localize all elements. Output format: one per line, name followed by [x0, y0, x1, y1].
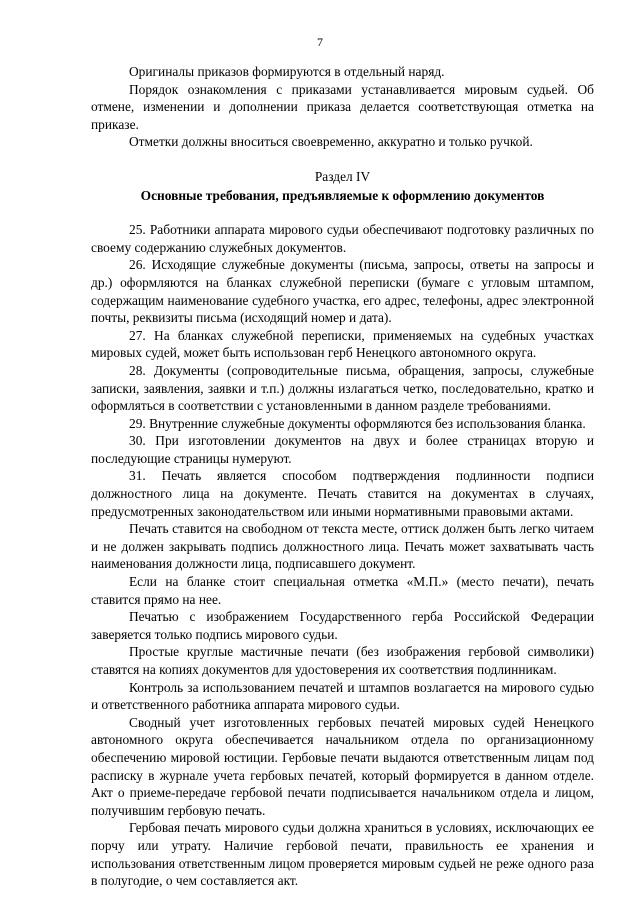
paragraph-30: 30. При изготовлении документов на двух и более страницах вторую и последующие страницы нумеруют. — [91, 433, 594, 466]
paragraph-28: 28. Документы (сопроводительные письма, обращения, запросы, служебные записки, заявления, заявки и т.п.) должны излагаться четко, последовательно, кратко и оформляться в соответствии с установленными в данном разделе требованиями. — [91, 362, 594, 414]
intro-paragraph: Порядок ознакомления с приказами устанавливается мировым судьей. Об отмене, изменении и дополнении приказа делается соответствующая отметка на приказе. — [91, 81, 594, 132]
stamp-placement-paragraph: Печать ставится на свободном от текста месте, оттиск должен быть легко читаем и не должен закрывать подпись должностного лица. Печать может захватывать часть наименования должности лица, подписавшего документ. — [91, 521, 594, 572]
paragraph-26: 26. Исходящие служебные документы (письма, запросы, ответы на запросы и др.) оформляются на бланках служебной переписки (бумаге с угловым штампом, содержащим наименование судебного участка, его адрес, телефоны, адрес электронной почты, реквизиты письма (исходящий номер и дата). — [91, 257, 594, 326]
seal-storage-paragraph: Гербовая печать мирового судьи должна храниться в условиях, исключающих ее порчу или утрату. Наличие гербовой печати, правильность ее хранения и использования ответственным лицом проверяется мировым судьей не реже одного раза в полугодие, о чем составляется акт. — [91, 820, 594, 889]
intro-paragraph: Отметки должны вноситься своевременно, аккуратно и только ручкой. — [129, 134, 533, 150]
paragraph-29: 29. Внутренние служебные документы оформляются без использования бланка. — [129, 415, 586, 431]
paragraph-31: 31. Печать является способом подтверждения подлинности подписи должностного лица на документе. Печать ставится на документах в случаях, предусмотренных законодательством или иными нормативными правовыми актами. — [91, 468, 594, 519]
seal-accounting-paragraph: Сводный учет изготовленных гербовых печатей мировых судей Ненецкого автономного округа обеспечивается начальником отдела по организационному обеспечению мировой юстиции. Гербовые печати выдаются ответственным лицам под расписку в журнале учета гербовых печатей, который формируется в данном отделе. Акт о приеме-передаче гербовой печати подписывается начальником отдела и лицом, получившим гербовую печать. — [91, 714, 594, 818]
section-title: Основные требования, предъявляемые к оформлению документов — [140, 187, 545, 203]
state-emblem-seal-paragraph: Печатью с изображением Государственного герба Российской Федерации заверяется только подпись мирового судьи. — [91, 609, 594, 642]
intro-paragraph: Оригиналы приказов формируются в отдельный наряд. — [129, 64, 445, 79]
page-number: 7 — [317, 35, 323, 49]
paragraph-27: 27. На бланках служебной переписки, применяемых на судебных участках мировых судей, может быть использован герб Ненецкого автономного округа. — [91, 327, 594, 361]
document-body — [91, 63, 594, 890]
section-label: Раздел IV — [314, 168, 371, 184]
mp-mark-paragraph: Если на бланке стоит специальная отметка «М.П.» (место печати), печать ставится прямо на нее. — [91, 574, 594, 607]
simple-seals-paragraph: Простые круглые мастичные печати (без изображения гербовой символики) ставятся на копиях документов для удостоверения их соответствия подлинникам. — [91, 644, 594, 677]
control-paragraph: Контроль за использованием печатей и штампов возлагается на мирового судью и ответственного работника аппарата мирового судьи. — [91, 679, 594, 713]
paragraph-25: 25. Работники аппарата мирового судьи обеспечивают подготовку различных по своему содержанию служебных документов. — [91, 222, 594, 255]
